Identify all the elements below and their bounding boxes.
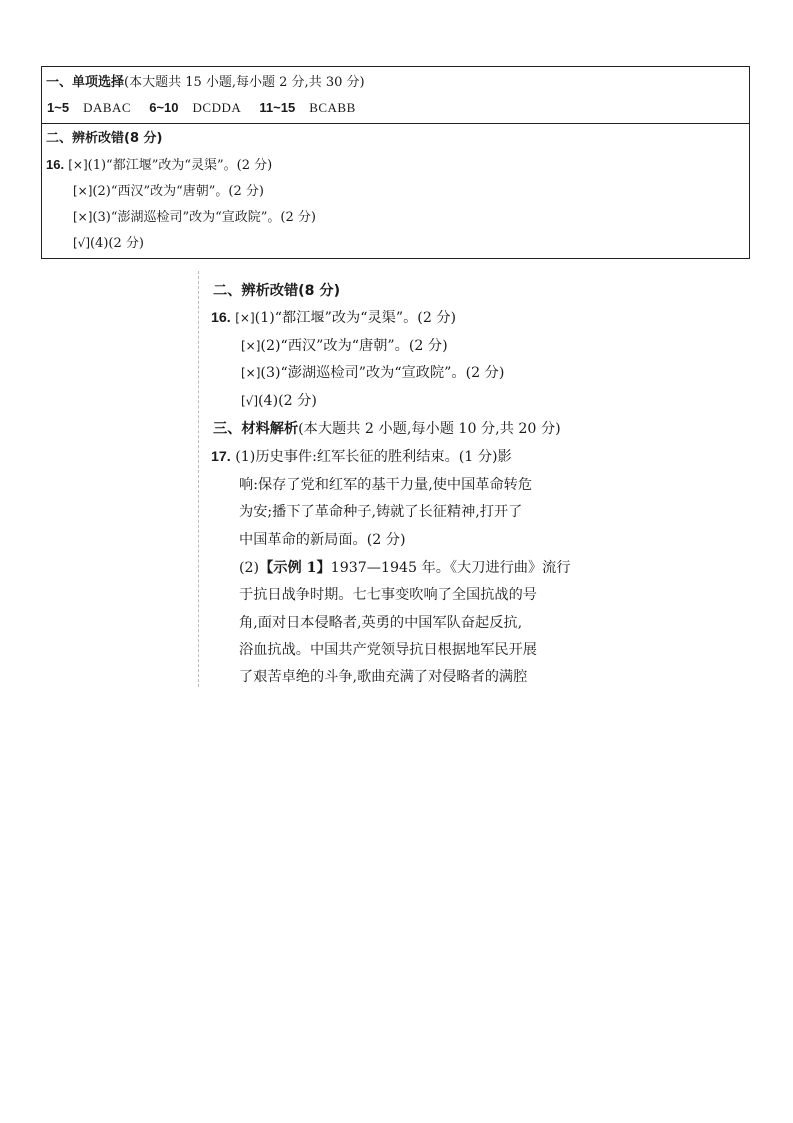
cross-mark: [×] — [68, 158, 88, 172]
excerpt-section2-heading: 二、辨析改错(8 分) — [213, 283, 341, 299]
q16-item-text: (2)“西汉”改为“唐朝”。(2 分) — [260, 338, 448, 354]
q16-item-text: (1)“都江堰”改为“灵渠”。(2 分) — [87, 158, 273, 173]
q17-text: 了艰苦卓绝的斗争,歌曲充满了对侵略者的满腔 — [239, 669, 528, 685]
check-mark: [√] — [73, 236, 91, 250]
answer-letters: DCDDA — [192, 100, 242, 115]
q17-text: (1)历史事件:红军长征的胜利结束。(1 分)影 — [235, 449, 512, 465]
answer-range: 6~10 — [149, 100, 179, 115]
q16-item-text: (1)“都江堰”改为“灵渠”。(2 分) — [254, 310, 457, 326]
section1-answers — [47, 99, 356, 118]
q17-part2-prefix: (2) — [239, 560, 260, 576]
q17-text: 于抗日战争时期。七七事变吹响了全国抗战的号 — [239, 587, 537, 603]
section3-heading-label: 三、材料解析 — [213, 421, 299, 437]
answer-letters: BCABB — [309, 100, 356, 115]
cross-mark: [×] — [73, 184, 93, 198]
section1-heading — [46, 74, 365, 92]
q17-text: 角,面对日本侵略者,英勇的中国军队奋起反抗, — [239, 615, 523, 631]
answer-range: 1~5 — [47, 100, 70, 115]
cross-mark: [×] — [241, 339, 261, 353]
q16-line-3 — [73, 208, 316, 227]
q16-item-text: (4)(2 分) — [258, 393, 317, 409]
q16-item-text: (3)“澎湖巡检司”改为“宣政院”。(2 分) — [92, 210, 316, 225]
check-mark: [√] — [241, 394, 259, 408]
section1-heading-label: 一、单项选择 — [46, 75, 125, 90]
excerpt-q16-line-4 — [241, 391, 317, 411]
q17-text: 浴血抗战。中国共产党领导抗日根据地军民开展 — [239, 642, 537, 658]
q17-text: 为安;播下了革命种子,铸就了长征精神,打开了 — [239, 504, 523, 520]
excerpt-q16-line-1 — [211, 308, 456, 328]
section2-heading: 二、辨析改错(8 分) — [46, 131, 163, 146]
answer-letters: DABAC — [83, 100, 132, 115]
q16-item-text: (2)“西汉”改为“唐朝”。(2 分) — [92, 184, 264, 199]
question-number: 16. — [211, 310, 231, 326]
answer-excerpt — [198, 271, 593, 687]
q16-line-1 — [46, 156, 272, 175]
q17-text: 响:保存了党和红军的基干力量,使中国革命转危 — [239, 477, 533, 493]
section-error-correction — [42, 124, 749, 258]
q16-item-text: (3)“澎湖巡检司”改为“宣政院”。(2 分) — [260, 365, 505, 381]
q16-line-4 — [73, 234, 144, 253]
q17-text: 中国革命的新局面。(2 分) — [239, 532, 406, 548]
cross-mark: [×] — [235, 311, 255, 325]
q17-line-1 — [211, 447, 512, 467]
q17-part2-line-1 — [239, 558, 571, 578]
excerpt-q16-line-3 — [241, 363, 504, 383]
excerpt-section3-heading — [213, 419, 561, 439]
q16-line-2 — [73, 182, 264, 201]
q17-text: 1937—1945 年。《大刀进行曲》流行 — [330, 560, 571, 576]
cross-mark: [×] — [241, 366, 261, 380]
q16-item-text: (4)(2 分) — [90, 236, 144, 251]
example-tag: 【示例 1】 — [259, 560, 331, 576]
section-single-choice — [42, 67, 749, 123]
cross-mark: [×] — [73, 210, 93, 224]
excerpt-q16-line-2 — [241, 336, 448, 356]
answer-range: 11~15 — [259, 100, 296, 115]
question-number: 16. — [46, 157, 65, 172]
answer-table — [41, 66, 750, 259]
section1-heading-detail: (本大题共 15 小题,每小题 2 分,共 30 分) — [124, 75, 365, 90]
section3-heading-detail: (本大题共 2 小题,每小题 10 分,共 20 分) — [298, 421, 561, 437]
question-number: 17. — [211, 449, 231, 465]
